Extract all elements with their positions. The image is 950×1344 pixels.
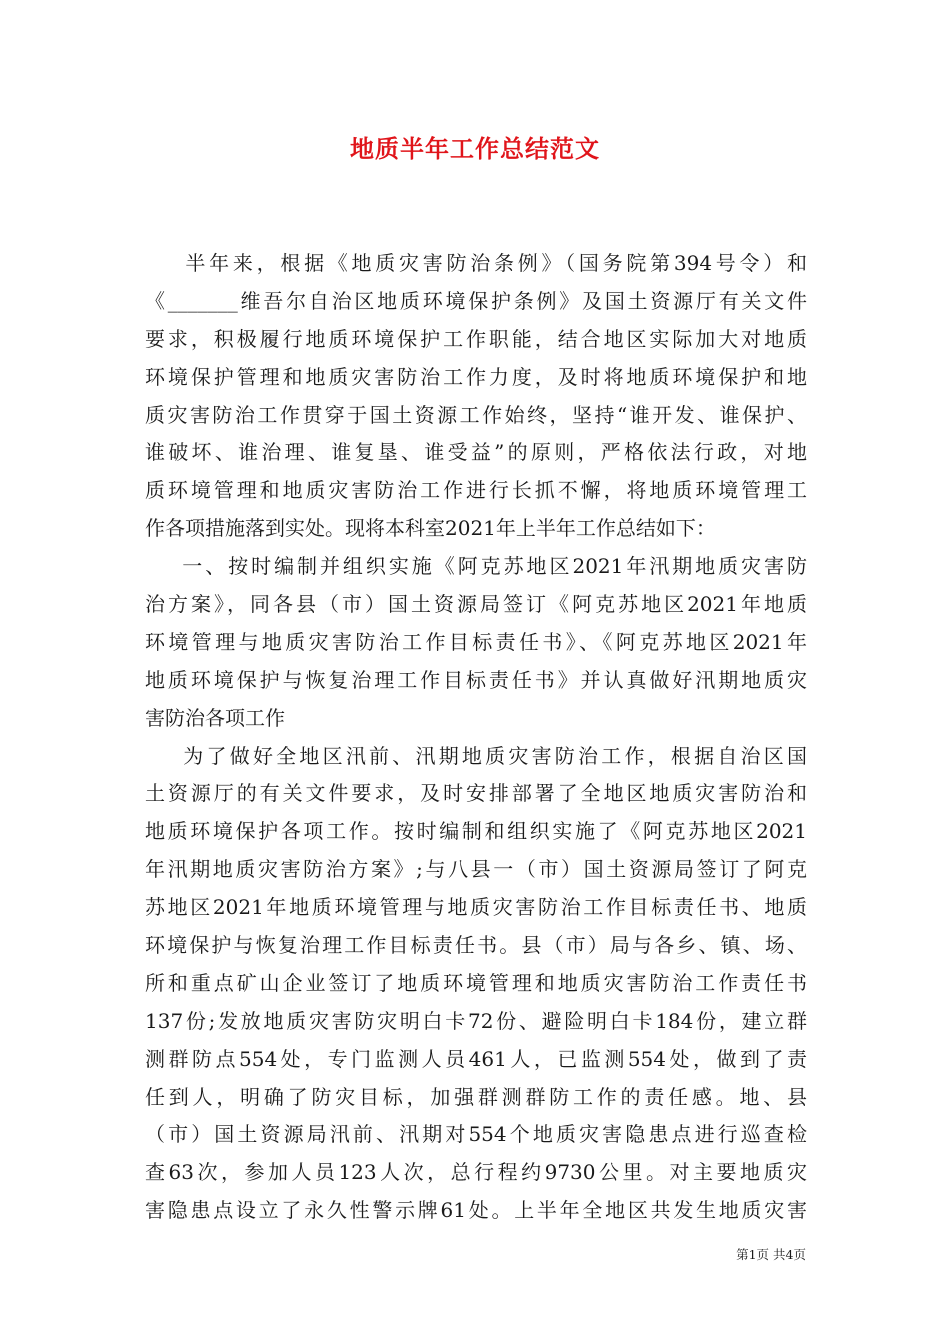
- text-line: 地质环境保护各项工作。按时编制和组织实施了《阿克苏地区2021: [145, 819, 807, 844]
- text-line: 苏地区2021年地质环境管理与地质灾害防治工作目标责任书、地质: [145, 895, 807, 920]
- text-line: 质环境管理和地质灾害防治工作进行长抓不懈，将地质环境管理工: [145, 478, 807, 503]
- text-line: 环境保护与恢复治理工作目标责任书。县（市）局与各乡、镇、场、: [145, 933, 807, 958]
- text-line: 谁破坏、谁治理、谁复垦、谁受益”的原则，严格依法行政，对地: [145, 440, 807, 465]
- document-title: 地质半年工作总结范文: [350, 134, 600, 163]
- text-line: 半年来，根据《地质灾害防治条例》（国务院第394号令）和: [145, 251, 807, 275]
- text-line: 环境管理与地质灾害防治工作目标责任书》、《阿克苏地区2021年: [145, 629, 807, 654]
- text-line: 治方案》，同各县（市）国土资源局签订《阿克苏地区2021年地质: [145, 592, 807, 617]
- text-line: 质灾害防治工作贯穿于国土资源工作始终，坚持“谁开发、谁保护、: [145, 402, 807, 427]
- text-line: 为了做好全地区汛前、汛期地质灾害防治工作，根据自治区国: [145, 743, 807, 768]
- text-line: 一、按时编制并组织实施《阿克苏地区2021年汛期地质灾害防: [145, 554, 807, 579]
- text-line: 所和重点矿山企业签订了地质环境管理和地质灾害防治工作责任书: [145, 970, 807, 995]
- text-line: 测群防点554处，专门监测人员461人，已监测554处，做到了责: [145, 1046, 807, 1071]
- text-line: 《_______维吾尔自治区地质环境保护条例》及国土资源厅有关文件: [145, 288, 807, 313]
- text-line: 土资源厅的有关文件要求，及时安排部署了全地区地质灾害防治和: [145, 781, 807, 806]
- text-line: 害防治各项工作: [145, 705, 285, 730]
- page-number: 第1页 共4页: [736, 1247, 806, 1262]
- text-line: 地质环境保护与恢复治理工作目标责任书》并认真做好汛期地质灾: [145, 667, 807, 692]
- text-line: （市）国土资源局汛前、汛期对554个地质灾害隐患点进行巡查检: [145, 1122, 807, 1147]
- text-line: 要求，积极履行地质环境保护工作职能，结合地区实际加大对地质: [145, 326, 807, 351]
- text-line: 任到人，明确了防灾目标，加强群测群防工作的责任感。地、县: [145, 1084, 807, 1109]
- text-line: 年汛期地质灾害防治方案》;与八县一（市）国土资源局签订了阿克: [145, 857, 807, 882]
- text-line: 害隐患点设立了永久性警示牌61处。上半年全地区共发生地质灾害: [145, 1198, 807, 1223]
- text-line: 137份;发放地质灾害防灾明白卡72份、避险明白卡184份，建立群: [145, 1008, 807, 1033]
- text-line: 环境保护管理和地质灾害防治工作力度，及时将地质环境保护和地: [145, 364, 807, 389]
- text-line: 作各项措施落到实处。现将本科室2021年上半年工作总结如下：: [145, 516, 716, 541]
- text-line: 查63次，参加人员123人次，总行程约9730公里。对主要地质灾: [145, 1160, 807, 1185]
- document-body: [145, 245, 807, 1230]
